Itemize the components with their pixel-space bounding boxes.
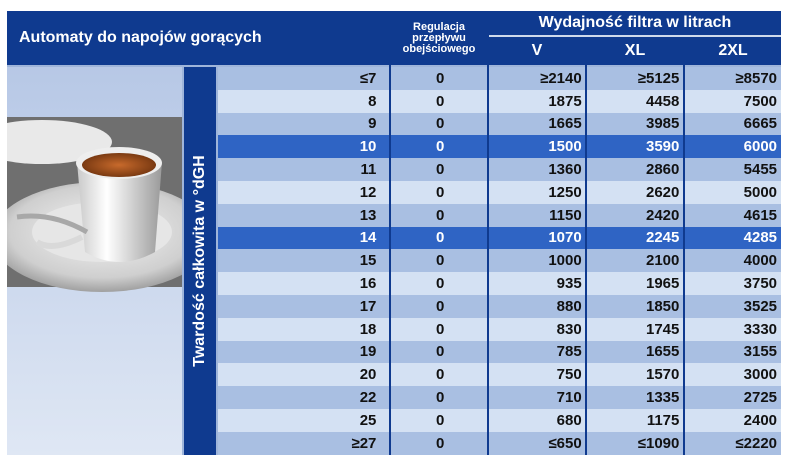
hardness-cell: 18 — [359, 320, 377, 338]
capacity-xl-cell: 3985 — [645, 115, 680, 133]
bypass-cell: 0 — [436, 320, 445, 338]
capacity-header — [489, 11, 781, 35]
bypass-cell: 0 — [436, 206, 445, 224]
capacity-v-cell: 710 — [556, 389, 582, 407]
capacity-v-cell: 1875 — [548, 92, 582, 110]
bypass-cell: 0 — [436, 115, 445, 133]
capacity-xl-cell: 2620 — [645, 183, 680, 201]
capacity-2xl-cell: 6000 — [743, 138, 778, 156]
capacity-2xl-cell: 2400 — [743, 411, 778, 429]
hardness-axis-label — [184, 67, 216, 455]
capacity-2xl-cell: 3000 — [743, 366, 778, 384]
capacity-xl-cell: ≤1090 — [637, 434, 680, 452]
capacity-2xl-cell: 4285 — [743, 229, 778, 247]
capacity-v-cell: 1360 — [548, 161, 582, 179]
table-row — [218, 386, 781, 409]
table-row — [218, 318, 781, 341]
hardness-cell: 13 — [359, 206, 377, 224]
bypass-header-line-3: obejściowego — [402, 42, 476, 55]
size-label-2xl: 2XL — [718, 42, 748, 59]
coffee-cup-photo — [7, 67, 182, 455]
capacity-2xl-cell: 7500 — [743, 92, 778, 110]
capacity-xl-cell: 1965 — [645, 275, 680, 293]
capacity-2xl-cell: 3330 — [743, 320, 778, 338]
capacity-2xl-cell: 2725 — [743, 389, 778, 407]
capacity-v-cell: 830 — [556, 320, 582, 338]
table-row — [218, 341, 781, 364]
table-row — [218, 113, 781, 136]
capacity-xl-cell: 1175 — [646, 411, 680, 429]
capacity-2xl-cell: 3750 — [743, 275, 778, 293]
hardness-cell: 15 — [359, 252, 377, 270]
hardness-cell: 20 — [359, 366, 377, 384]
bypass-header-line-2: przepływu — [412, 31, 466, 44]
capacity-xl-cell: 1745 — [645, 320, 680, 338]
table-row — [218, 363, 781, 386]
capacity-xl-cell: 3590 — [645, 138, 680, 156]
capacity-xl-cell: 2860 — [645, 161, 680, 179]
capacity-v-cell: 1070 — [548, 229, 582, 247]
table-row — [218, 135, 781, 158]
hardness-cell: 22 — [359, 389, 377, 407]
bypass-cell: 0 — [436, 229, 445, 247]
table-body — [218, 67, 781, 455]
capacity-xl-cell: 2245 — [645, 229, 680, 247]
bypass-cell: 0 — [436, 389, 445, 407]
bypass-cell: 0 — [436, 252, 445, 270]
hardness-cell: ≤7 — [359, 69, 377, 87]
hardness-cell: 19 — [359, 343, 377, 361]
hardness-cell: 12 — [359, 183, 377, 201]
hardness-label-text: Twardość całkowita w °dGH — [191, 155, 208, 367]
capacity-v-cell: ≤650 — [548, 434, 582, 452]
bypass-cell: 0 — [436, 343, 445, 361]
bypass-cell: 0 — [436, 297, 445, 315]
capacity-xl-cell: ≥5125 — [637, 69, 680, 87]
capacity-v-cell: 1250 — [548, 183, 582, 201]
hardness-cell: 11 — [360, 161, 377, 179]
capacity-xl-cell: 2420 — [645, 206, 680, 224]
table-title — [7, 11, 389, 65]
table-row — [218, 409, 781, 432]
capacity-xl-cell: 4458 — [645, 92, 680, 110]
capacity-2xl-cell: 5000 — [743, 183, 778, 201]
capacity-header-text: Wydajność filtra w litrach — [538, 14, 732, 31]
table-row — [218, 249, 781, 272]
capacity-2xl-cell: 4615 — [743, 206, 778, 224]
table-row — [218, 432, 781, 455]
hardness-cell: ≥27 — [351, 434, 377, 452]
capacity-v-cell: 1500 — [548, 138, 582, 156]
hardness-cell: 16 — [359, 275, 377, 293]
capacity-xl-cell: 1570 — [645, 366, 680, 384]
capacity-v-cell: ≥2140 — [540, 69, 582, 87]
table-row — [218, 295, 781, 318]
bypass-cell: 0 — [436, 183, 445, 201]
capacity-v-cell: 935 — [556, 275, 582, 293]
capacity-v-cell: 680 — [556, 411, 582, 429]
capacity-xl-cell: 1335 — [645, 389, 680, 407]
bypass-cell: 0 — [436, 275, 445, 293]
capacity-xl-cell: 1850 — [645, 297, 680, 315]
filter-capacity-table — [7, 11, 781, 455]
hardness-cell: 25 — [359, 411, 377, 429]
table-title-text: Automaty do napojów gorących — [19, 29, 262, 46]
table-row — [218, 158, 781, 181]
size-label-v: V — [531, 42, 543, 59]
capacity-2xl-cell: ≤2220 — [735, 434, 778, 452]
size-header-v — [489, 37, 585, 65]
size-header-2xl — [685, 37, 781, 65]
capacity-2xl-cell: ≥8570 — [735, 69, 778, 87]
bypass-header-line-1: Regulacja — [413, 20, 465, 33]
bypass-cell: 0 — [436, 434, 445, 452]
capacity-v-cell: 785 — [556, 343, 582, 361]
hardness-cell: 8 — [368, 92, 377, 110]
table-row — [218, 272, 781, 295]
bypass-cell: 0 — [436, 92, 445, 110]
size-header-xl — [587, 37, 683, 65]
capacity-v-cell: 1665 — [548, 115, 582, 133]
table-row — [218, 204, 781, 227]
capacity-2xl-cell: 6665 — [743, 115, 778, 133]
bypass-header — [391, 11, 487, 65]
capacity-xl-cell: 2100 — [645, 252, 680, 270]
bypass-cell: 0 — [436, 69, 445, 87]
capacity-v-cell: 880 — [556, 297, 582, 315]
capacity-2xl-cell: 5455 — [743, 161, 778, 179]
hardness-cell: 17 — [359, 297, 377, 315]
capacity-v-cell: 1000 — [548, 252, 582, 270]
table-row — [218, 90, 781, 113]
capacity-xl-cell: 1655 — [645, 343, 680, 361]
size-label-xl: XL — [624, 42, 646, 59]
table-row — [218, 67, 781, 90]
hardness-cell: 10 — [359, 138, 377, 156]
hardness-cell: 14 — [359, 229, 377, 247]
bypass-cell: 0 — [436, 366, 445, 384]
capacity-2xl-cell: 3525 — [743, 297, 778, 315]
bypass-cell: 0 — [436, 138, 445, 156]
bypass-cell: 0 — [436, 161, 445, 179]
table-row — [218, 227, 781, 250]
capacity-2xl-cell: 4000 — [743, 252, 778, 270]
capacity-v-cell: 1150 — [549, 206, 582, 224]
capacity-v-cell: 750 — [556, 366, 582, 384]
capacity-2xl-cell: 3155 — [743, 343, 778, 361]
hardness-cell: 9 — [368, 115, 377, 133]
coffee-cup-illustration — [7, 67, 182, 455]
table-row — [218, 181, 781, 204]
bypass-cell: 0 — [436, 411, 445, 429]
